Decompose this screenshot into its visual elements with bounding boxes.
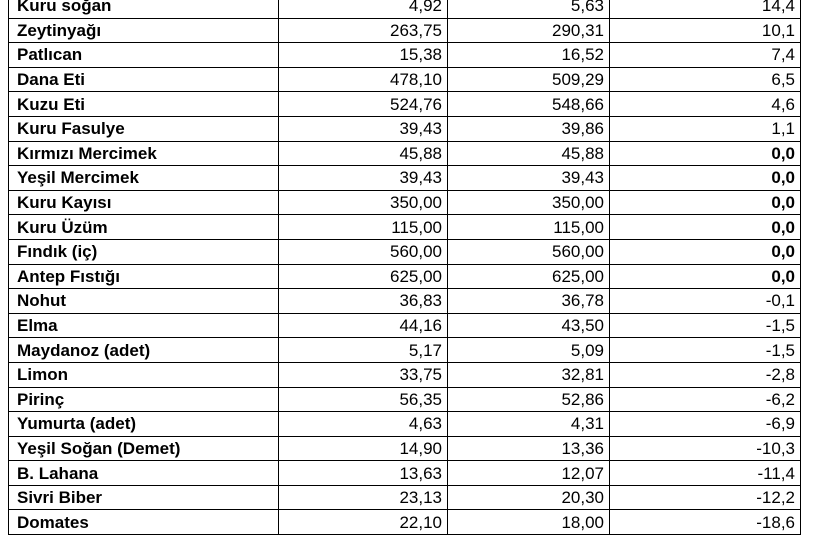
- product-name: Limon: [9, 362, 279, 387]
- change-percent: -1,5: [610, 313, 801, 338]
- change-percent: -6,9: [610, 412, 801, 437]
- change-percent: 4,6: [610, 92, 801, 117]
- price-current: 52,86: [448, 387, 610, 412]
- product-name: Kuru soğan: [9, 0, 279, 18]
- table-row: [9, 116, 801, 141]
- product-name: Kuzu Eti: [9, 92, 279, 117]
- change-percent: -18,6: [610, 510, 801, 535]
- price-previous: 33,75: [279, 362, 448, 387]
- price-previous: 45,88: [279, 141, 448, 166]
- product-name: Kuru Kayısı: [9, 190, 279, 215]
- price-previous: 4,92: [279, 0, 448, 18]
- price-previous: 4,63: [279, 412, 448, 437]
- change-percent: 10,1: [610, 18, 801, 43]
- change-percent: 1,1: [610, 116, 801, 141]
- table-row: [9, 510, 801, 535]
- price-current: 5,09: [448, 338, 610, 363]
- product-name: Fındık (iç): [9, 239, 279, 264]
- price-current: 5,63: [448, 0, 610, 18]
- product-name: Kırmızı Mercimek: [9, 141, 279, 166]
- price-current: 39,86: [448, 116, 610, 141]
- change-percent: 0,0: [610, 141, 801, 166]
- table-row: [9, 190, 801, 215]
- change-percent: 6,5: [610, 67, 801, 92]
- price-current: 509,29: [448, 67, 610, 92]
- table-row: [9, 92, 801, 117]
- product-name: Sivri Biber: [9, 485, 279, 510]
- table-row: [9, 461, 801, 486]
- table-row: [9, 141, 801, 166]
- change-percent: 0,0: [610, 264, 801, 289]
- change-percent: -11,4: [610, 461, 801, 486]
- table-row: [9, 485, 801, 510]
- table-row: [9, 313, 801, 338]
- table-row: [9, 18, 801, 43]
- price-current: 20,30: [448, 485, 610, 510]
- price-previous: 5,17: [279, 338, 448, 363]
- change-percent: 0,0: [610, 166, 801, 191]
- product-name: Yeşil Mercimek: [9, 166, 279, 191]
- price-current: 115,00: [448, 215, 610, 240]
- change-percent: 0,0: [610, 190, 801, 215]
- change-percent: 7,4: [610, 43, 801, 68]
- table-row: [9, 215, 801, 240]
- price-previous: 39,43: [279, 116, 448, 141]
- change-percent: -1,5: [610, 338, 801, 363]
- product-name: Yumurta (adet): [9, 412, 279, 437]
- price-previous: 56,35: [279, 387, 448, 412]
- price-current: 548,66: [448, 92, 610, 117]
- table-row: [9, 239, 801, 264]
- table-row: [9, 436, 801, 461]
- price-current: 350,00: [448, 190, 610, 215]
- price-previous: 44,16: [279, 313, 448, 338]
- product-name: Kuru Fasulye: [9, 116, 279, 141]
- price-previous: 350,00: [279, 190, 448, 215]
- table-row: [9, 289, 801, 314]
- price-previous: 625,00: [279, 264, 448, 289]
- price-previous: 22,10: [279, 510, 448, 535]
- price-current: 32,81: [448, 362, 610, 387]
- price-current: 39,43: [448, 166, 610, 191]
- price-current: 4,31: [448, 412, 610, 437]
- product-name: Kuru Üzüm: [9, 215, 279, 240]
- price-table-container: [8, 0, 800, 535]
- change-percent: 0,0: [610, 239, 801, 264]
- price-current: 12,07: [448, 461, 610, 486]
- product-name: Antep Fıstığı: [9, 264, 279, 289]
- product-name: Domates: [9, 510, 279, 535]
- product-name: Pirinç: [9, 387, 279, 412]
- product-name: Yeşil Soğan (Demet): [9, 436, 279, 461]
- price-previous: 39,43: [279, 166, 448, 191]
- price-previous: 263,75: [279, 18, 448, 43]
- table-row: [9, 387, 801, 412]
- price-previous: 478,10: [279, 67, 448, 92]
- price-previous: 15,38: [279, 43, 448, 68]
- change-percent: -12,2: [610, 485, 801, 510]
- product-name: Dana Eti: [9, 67, 279, 92]
- product-name: Patlıcan: [9, 43, 279, 68]
- price-current: 45,88: [448, 141, 610, 166]
- table-row: [9, 338, 801, 363]
- price-current: 18,00: [448, 510, 610, 535]
- price-current: 290,31: [448, 18, 610, 43]
- table-row: [9, 412, 801, 437]
- product-name: Maydanoz (adet): [9, 338, 279, 363]
- table-row: [9, 43, 801, 68]
- price-previous: 13,63: [279, 461, 448, 486]
- price-previous: 23,13: [279, 485, 448, 510]
- change-percent: 14,4: [610, 0, 801, 18]
- change-percent: 0,0: [610, 215, 801, 240]
- price-change-table: [8, 0, 801, 535]
- change-percent: -6,2: [610, 387, 801, 412]
- price-current: 560,00: [448, 239, 610, 264]
- price-current: 13,36: [448, 436, 610, 461]
- table-row: [9, 67, 801, 92]
- price-previous: 560,00: [279, 239, 448, 264]
- price-current: 36,78: [448, 289, 610, 314]
- price-current: 625,00: [448, 264, 610, 289]
- table-row: [9, 362, 801, 387]
- product-name: Nohut: [9, 289, 279, 314]
- change-percent: -10,3: [610, 436, 801, 461]
- product-name: Elma: [9, 313, 279, 338]
- table-row: [9, 166, 801, 191]
- product-name: B. Lahana: [9, 461, 279, 486]
- price-current: 16,52: [448, 43, 610, 68]
- table-row: [9, 0, 801, 18]
- price-previous: 524,76: [279, 92, 448, 117]
- price-previous: 14,90: [279, 436, 448, 461]
- change-percent: -0,1: [610, 289, 801, 314]
- table-row: [9, 264, 801, 289]
- price-previous: 36,83: [279, 289, 448, 314]
- change-percent: -2,8: [610, 362, 801, 387]
- product-name: Zeytinyağı: [9, 18, 279, 43]
- price-current: 43,50: [448, 313, 610, 338]
- price-previous: 115,00: [279, 215, 448, 240]
